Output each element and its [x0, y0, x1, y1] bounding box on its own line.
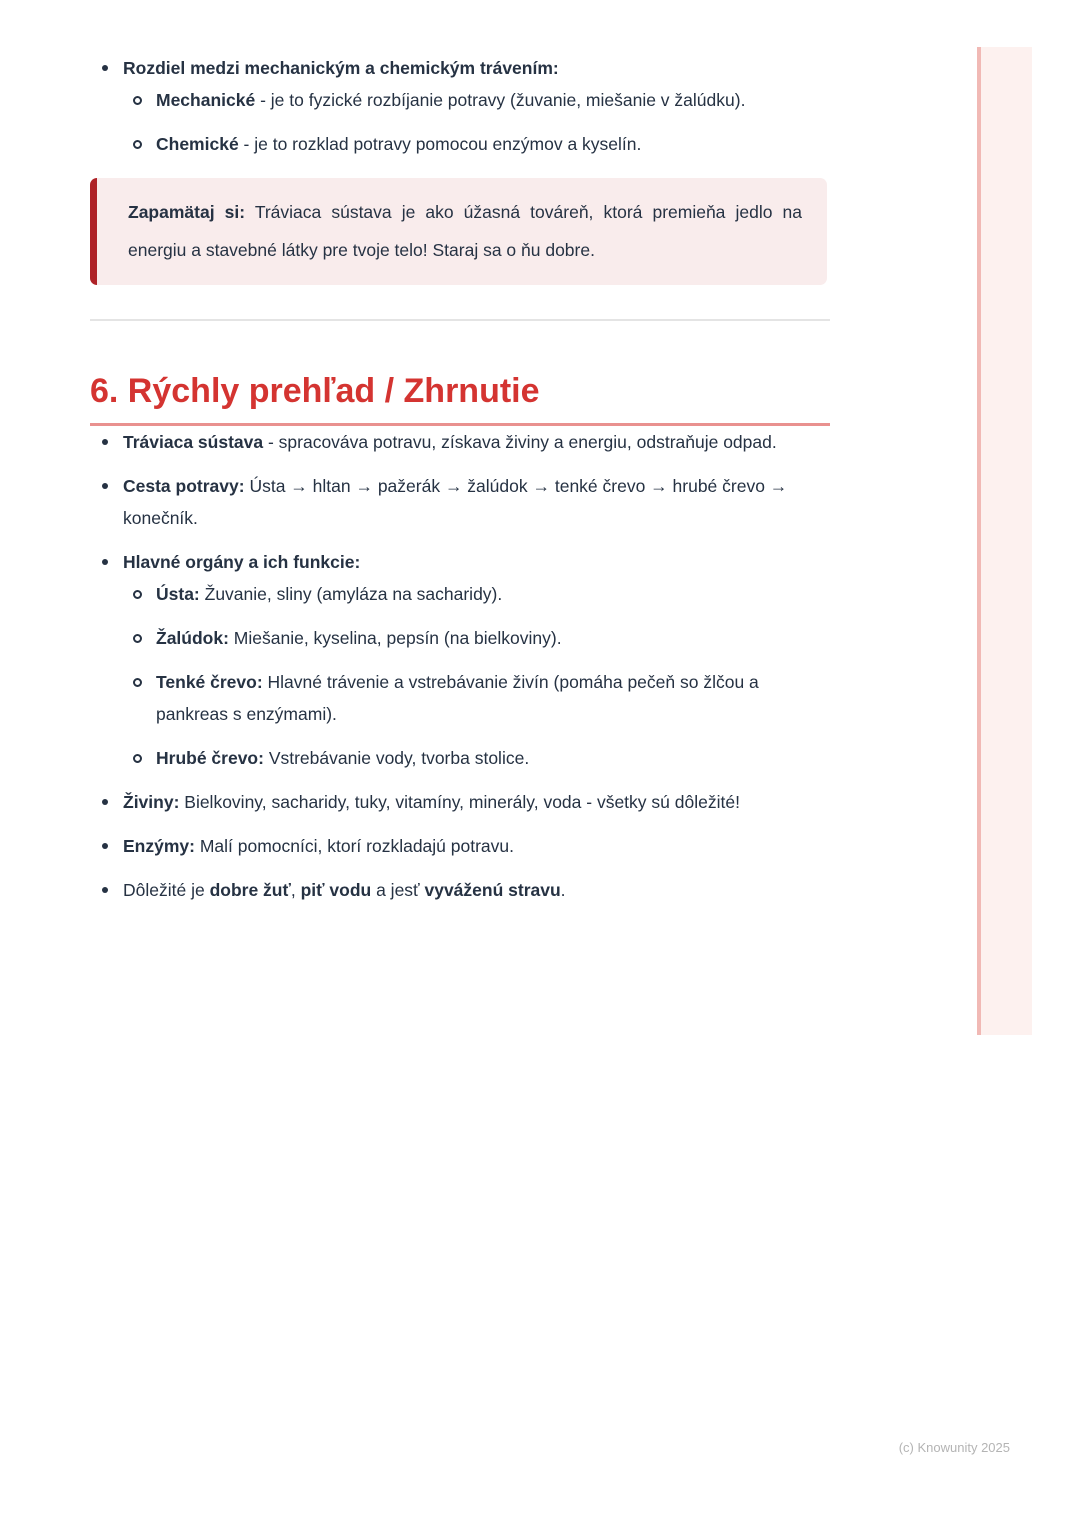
text-segment: Žuvanie, sliny (amyláza na sacharidy).: [199, 584, 503, 604]
disc-bullet-icon: [102, 439, 108, 445]
circle-bullet-icon: [133, 590, 142, 599]
list-item-text: [156, 584, 502, 604]
disc-bullet-icon: [102, 65, 108, 71]
copyright-note: (c) Knowunity 2025: [898, 1440, 1010, 1455]
list-item: [123, 84, 830, 116]
list-item: [90, 830, 830, 862]
text-segment-bold: piť vodu: [300, 880, 372, 900]
list-item-text: [123, 58, 559, 78]
text-segment-bold: Enzýmy:: [123, 836, 195, 856]
list-item-text: [156, 672, 759, 724]
comparison-list: [90, 52, 830, 160]
section-heading: 6. Rýchly prehľad / Zhrnutie: [90, 372, 830, 426]
text-segment: - spracováva potravu, získava živiny a energiu, odstraňuje odpad.: [263, 432, 777, 452]
text-segment-bold: Tenké črevo:: [156, 672, 263, 692]
list-item: [123, 742, 830, 774]
document-content: [90, 52, 830, 906]
callout-lead: Zapamätaj si:: [128, 202, 246, 222]
text-segment: - je to fyzické rozbíjanie potravy (žuvanie, miešanie v žalúdku).: [255, 90, 746, 110]
list-item-text: [123, 880, 566, 900]
callout-box: [90, 178, 827, 285]
text-segment-bold: Hlavné orgány a ich funkcie:: [123, 552, 361, 572]
text-segment-bold: vyváženú stravu: [424, 880, 561, 900]
disc-bullet-icon: [102, 483, 108, 489]
list-item-text: [123, 792, 740, 812]
text-segment: Ústa → hltan → pažerák → žalúdok → tenké črevo → hrubé črevo → konečník.: [123, 476, 788, 528]
list-item-text: [123, 476, 787, 528]
summary-list: [90, 426, 830, 906]
list-item-text: [156, 90, 745, 110]
text-segment: Bielkoviny, sacharidy, tuky, vitamíny, minerály, voda - všetky sú dôležité!: [179, 792, 740, 812]
text-segment: a jesť: [371, 880, 425, 900]
disc-bullet-icon: [102, 843, 108, 849]
list-item: [123, 622, 830, 654]
sub-list: [123, 84, 830, 160]
circle-bullet-icon: [133, 140, 142, 149]
list-item: [90, 470, 830, 534]
text-segment: Vstrebávanie vody, tvorba stolice.: [263, 748, 530, 768]
callout-text: [128, 193, 802, 269]
text-segment: - je to rozklad potravy pomocou enzýmov a kyselín.: [238, 134, 642, 154]
text-segment-bold: Mechanické: [156, 90, 256, 110]
list-item: [90, 546, 830, 774]
circle-bullet-icon: [133, 634, 142, 643]
list-item-text: [123, 552, 360, 572]
list-item-text: [123, 432, 777, 452]
circle-bullet-icon: [133, 754, 142, 763]
text-segment: ,: [290, 880, 301, 900]
list-item: [123, 666, 830, 730]
disc-bullet-icon: [102, 799, 108, 805]
text-segment-bold: Ústa:: [156, 584, 200, 604]
text-segment-bold: Živiny:: [123, 792, 180, 812]
circle-bullet-icon: [133, 96, 142, 105]
list-item: [90, 52, 830, 160]
list-item-text: [123, 836, 514, 856]
text-segment-bold: Žalúdok:: [156, 628, 229, 648]
list-item: [90, 786, 830, 818]
text-segment: Malí pomocníci, ktorí rozkladajú potravu.: [194, 836, 514, 856]
list-item: [90, 874, 830, 906]
list-item: [123, 578, 830, 610]
list-item-text: [156, 134, 641, 154]
text-segment: .: [560, 880, 566, 900]
text-segment-bold: Tráviaca sústava: [123, 432, 264, 452]
list-item-text: [156, 748, 529, 768]
text-segment-bold: Chemické: [156, 134, 239, 154]
list-item-text: [156, 628, 562, 648]
text-segment: Miešanie, kyselina, pepsín (na bielkoviny).: [228, 628, 562, 648]
text-segment: Dôležité je: [123, 880, 210, 900]
disc-bullet-icon: [102, 559, 108, 565]
section-divider: [90, 319, 830, 321]
list-item: [90, 426, 830, 458]
disc-bullet-icon: [102, 887, 108, 893]
text-segment-bold: Hrubé črevo:: [156, 748, 264, 768]
side-decoration-strip: [977, 47, 1032, 1035]
list-item: [123, 128, 830, 160]
sub-list: [123, 578, 830, 774]
circle-bullet-icon: [133, 678, 142, 687]
text-segment-bold: dobre žuť: [209, 880, 291, 900]
text-segment: Hlavné trávenie a vstrebávanie živín (pomáha pečeň so žlčou a pankreas s enzýmami).: [156, 672, 759, 724]
text-segment-bold: Rozdiel medzi mechanickým a chemickým trávením:: [123, 58, 559, 78]
callout-body: Tráviaca sústava je ako úžasná továreň, ktorá premieňa jedlo na energiu a stavebné látky pre tvoje telo! Staraj sa o ňu dobre.: [128, 202, 802, 260]
text-segment-bold: Cesta potravy:: [123, 476, 245, 496]
